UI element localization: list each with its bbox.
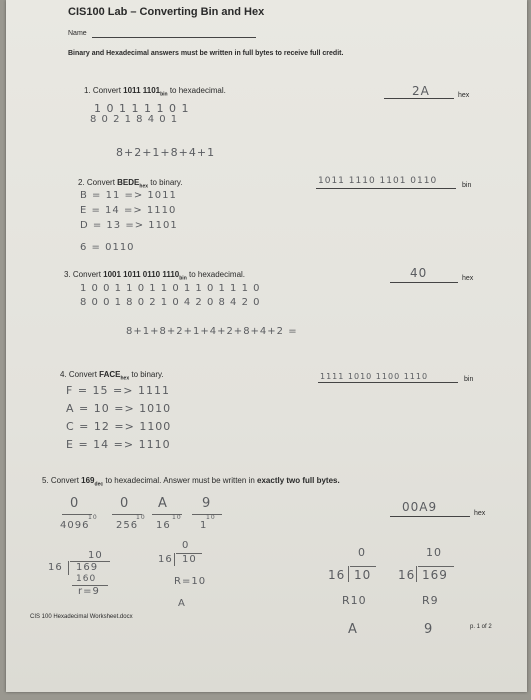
- question-number: 1.: [84, 86, 91, 95]
- division-quotient: 0: [358, 546, 366, 559]
- answer-line-3: [390, 282, 458, 283]
- question-number: 5.: [42, 476, 49, 485]
- place-exponent: 10: [88, 514, 98, 521]
- unit-1: hex: [458, 92, 470, 99]
- division-remainder: R=10: [174, 576, 207, 587]
- work-4-line: E = 14 => 1110: [66, 438, 171, 451]
- work-4-line: A = 10 => 1010: [66, 402, 172, 415]
- division-letter: A: [348, 622, 358, 637]
- answer-3: 40: [410, 266, 428, 280]
- footer-doc-name: CIS 100 Hexadecimal Worksheet.docx: [30, 614, 133, 620]
- place-value: 16: [156, 520, 171, 531]
- division-dividend: 10: [354, 568, 372, 582]
- question-value: BEDE: [117, 178, 140, 187]
- division-dividend: 169: [422, 568, 448, 582]
- instructions: Binary and Hexadecimal answers must be written in full bytes to receive full credit.: [68, 50, 344, 57]
- place-digit: 9: [202, 496, 212, 511]
- answer-5: 00A9: [402, 500, 438, 514]
- place-digit: 0: [70, 496, 80, 511]
- question-value: 1011 1101: [123, 86, 161, 95]
- question-number: 2.: [78, 178, 85, 187]
- place-value: 4096: [60, 520, 90, 531]
- answer-line-5: [390, 516, 470, 517]
- work-2-line: 6 = 0110: [80, 242, 135, 253]
- answer-4: 1111 1010 1100 1110: [320, 372, 429, 381]
- question-emphasis: exactly two full bytes.: [257, 476, 340, 485]
- question-value: 1001 1011 0110 1110: [103, 270, 180, 279]
- division-dividend: 169: [76, 562, 99, 573]
- name-label: Name: [68, 30, 87, 37]
- question-number: 3.: [64, 270, 71, 279]
- page-title: CIS100 Lab – Converting Bin and Hex: [68, 6, 265, 18]
- name-line[interactable]: [92, 37, 256, 38]
- division-quotient: 0: [182, 540, 190, 551]
- division-remainder: R10: [342, 594, 367, 607]
- question-value: FACE: [99, 370, 121, 379]
- work-3-bits: 1 0 0 1 1 0 1 1 0 1 1 0 1 1 1 0: [80, 283, 261, 294]
- division-divisor: 16: [158, 554, 173, 565]
- division-divisor: 16: [328, 568, 346, 582]
- work-1-sum: 8+2+1+8+4+1: [116, 146, 216, 159]
- division-divisor: 16: [398, 568, 416, 582]
- unit-3: hex: [462, 275, 474, 282]
- place-value: 256: [116, 520, 139, 531]
- question-3: 3. Convert 1001 1011 0110 $1110_{bin}$ to hexadecimal.: [64, 270, 246, 282]
- place-exponent: 10: [206, 514, 216, 521]
- work-2-line: D = 13 => 1101: [80, 220, 178, 231]
- division-remainder: R9: [422, 594, 439, 607]
- question-5: 5. Convert $169_{dec}$ to hexadecimal. Answer must be written in exactly two full bytes.: [42, 476, 340, 488]
- work-4-line: C = 12 => 1100: [66, 420, 172, 433]
- work-3-weights: 8 0 0 1 8 0 2 1 0 4 2 0 8 4 2 0: [80, 297, 261, 308]
- answer-2: 1011 1110 1101 0110: [318, 176, 438, 186]
- division-quotient: 10: [88, 550, 103, 561]
- unit-4: bin: [464, 376, 474, 383]
- division-remainder: r=9: [78, 586, 100, 597]
- worksheet-page: [6, 0, 527, 692]
- work-2-line: B = 11 => 1011: [80, 190, 177, 201]
- question-4: 4. Convert $FACE_{hex}$ to binary.: [60, 370, 164, 382]
- place-digit: A: [158, 496, 168, 511]
- unit-5: hex: [474, 510, 486, 517]
- division-quotient: 10: [426, 546, 442, 559]
- question-value: 169: [81, 476, 95, 485]
- question-number: 4.: [60, 370, 67, 379]
- work-4-line: F = 15 => 1111: [66, 384, 170, 397]
- answer-1: 2A: [412, 84, 430, 98]
- place-digit: 0: [120, 496, 130, 511]
- answer-line-4: [318, 382, 458, 383]
- answer-line-1: [384, 98, 454, 99]
- division-dividend: 10: [182, 554, 197, 565]
- work-1-weights: 8 0 2 1 8 4 0 1: [90, 114, 179, 125]
- work-1-bits: 1 0 1 1 1 1 0 1: [94, 102, 190, 115]
- footer-page-number: p. 1 of 2: [470, 624, 492, 630]
- division-letter: A: [178, 598, 186, 609]
- question-1: 1. Convert 1011 $1101_{bin}$ to hexadecimal.: [84, 86, 226, 98]
- place-exponent: 10: [172, 514, 182, 521]
- division-divisor: 16: [48, 562, 63, 573]
- division-letter: 9: [424, 622, 434, 637]
- place-value: 1: [200, 520, 208, 531]
- work-2-line: E = 14 => 1110: [80, 205, 177, 216]
- question-2: 2. Convert $BEDE_{hex}$ to binary.: [78, 178, 183, 190]
- place-exponent: 10: [136, 514, 146, 521]
- unit-2: bin: [462, 182, 472, 189]
- division-subtract: 160: [76, 574, 97, 584]
- answer-line-2: [316, 188, 456, 189]
- work-3-sum: 8+1+8+2+1+4+2+8+4+2 =: [126, 326, 298, 337]
